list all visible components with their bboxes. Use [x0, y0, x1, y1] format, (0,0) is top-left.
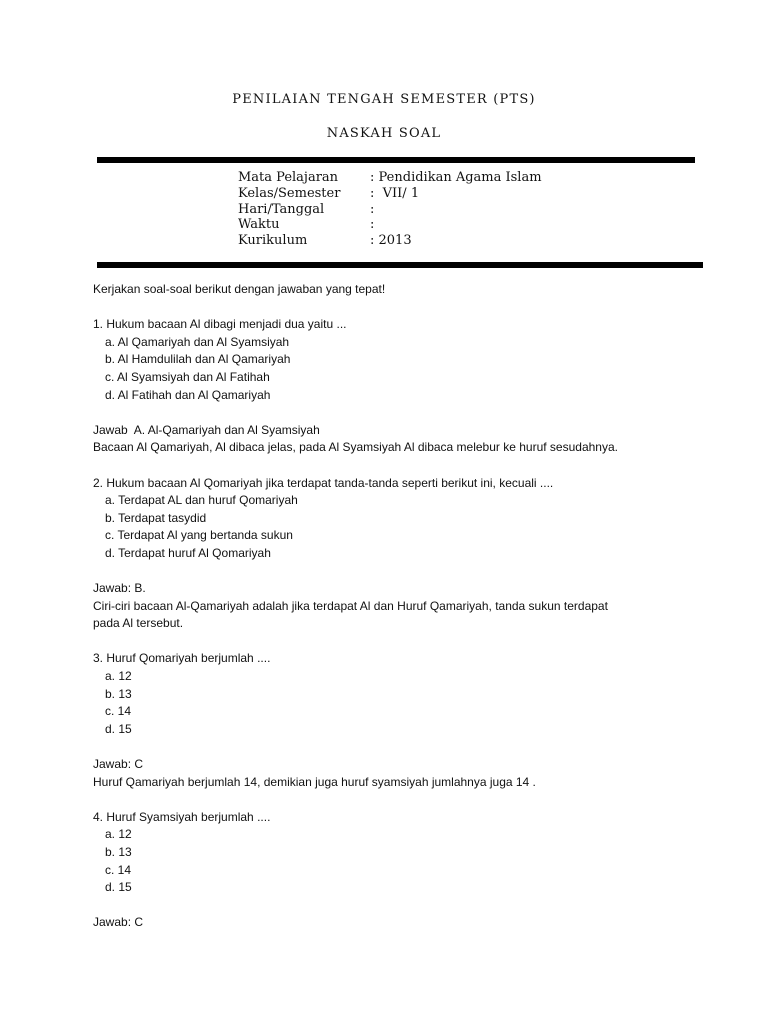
info-row-date: [238, 202, 542, 218]
info-value: : VII/ 1: [370, 185, 420, 201]
info-value: :: [370, 217, 375, 233]
answer-key: Jawab: C: [93, 915, 144, 930]
answer-explanation: Ciri-ciri bacaan Al-Qamariyah adalah jika terdapat Al dan Huruf Qamariyah, tanda sukun terdapat pada Al tersebut.: [93, 598, 608, 631]
exam-info-block: [238, 170, 542, 249]
info-label: Waktu: [238, 217, 280, 233]
page-title: PENILAIAN TENGAH SEMESTER (PTS): [232, 92, 536, 107]
info-label: Hari/Tanggal: [238, 201, 325, 217]
answer-option: c. 14: [105, 704, 132, 719]
info-row-time: [238, 217, 542, 233]
top-divider: [97, 157, 695, 163]
answer-explanation: Bacaan Al Qamariyah, Al dibaca jelas, pada Al Syamsiyah Al dibaca melebur ke huruf sesudahnya.: [93, 440, 618, 455]
answer-key: Jawab A. Al-Qamariyah dan Al Syamsiyah: [93, 422, 320, 437]
info-label: Kurikulum: [238, 233, 308, 249]
info-value: : Pendidikan Agama Islam: [370, 170, 542, 185]
question-text: 4. Huruf Syamsiyah berjumlah ....: [93, 809, 271, 824]
info-label: Kelas/Semester: [238, 185, 341, 201]
answer-option: d. Al Fatihah dan Al Qamariyah: [105, 387, 271, 402]
info-value: : 2013: [370, 233, 412, 249]
answer-explanation: Huruf Qamariyah berjumlah 14, demikian juga huruf syamsiyah jumlahnya juga 14 .: [93, 774, 536, 789]
answer-option: b. Al Hamdulilah dan Al Qamariyah: [105, 352, 291, 367]
info-row-subject: [238, 170, 542, 186]
answer-option: b. 13: [105, 686, 132, 701]
info-label: Mata Pelajaran: [238, 170, 339, 185]
answer-option: d. Terdapat huruf Al Qomariyah: [105, 545, 271, 560]
answer-key: Jawab: C: [93, 757, 144, 772]
info-row-curriculum: [238, 233, 542, 249]
question-text: 1. Hukum bacaan Al dibagi menjadi dua yaitu ...: [93, 317, 347, 332]
answer-option: a. 12: [105, 669, 132, 684]
question-body: [93, 281, 733, 932]
answer-option: a. 12: [105, 827, 132, 842]
answer-key: Jawab: B.: [93, 581, 146, 596]
answer-option: b. 13: [105, 845, 132, 859]
instruction-text: Kerjakan soal-soal berikut dengan jawaban yang tepat!: [93, 282, 386, 296]
answer-option: c. Al Syamsiyah dan Al Fatihah: [105, 369, 270, 384]
answer-option: c. 14: [105, 862, 132, 877]
page-subtitle: NASKAH SOAL: [326, 126, 442, 141]
info-value: :: [370, 201, 375, 217]
info-row-class: [238, 186, 542, 202]
answer-option: d. 15: [105, 880, 132, 895]
answer-option: b. Terdapat tasydid: [105, 510, 207, 525]
answer-option: c. Terdapat Al yang bertanda sukun: [105, 528, 293, 543]
answer-option: a. Al Qamariyah dan Al Syamsiyah: [105, 334, 290, 349]
answer-option: a. Terdapat AL dan huruf Qomariyah: [105, 493, 298, 508]
question-text: 2. Hukum bacaan Al Qomariyah jika terdapat tanda-tanda seperti berikut ini, kecuali ....: [93, 475, 554, 490]
answer-option: d. 15: [105, 721, 132, 736]
question-text: 3. Huruf Qomariyah berjumlah ....: [93, 651, 271, 666]
bottom-divider: [97, 262, 703, 268]
